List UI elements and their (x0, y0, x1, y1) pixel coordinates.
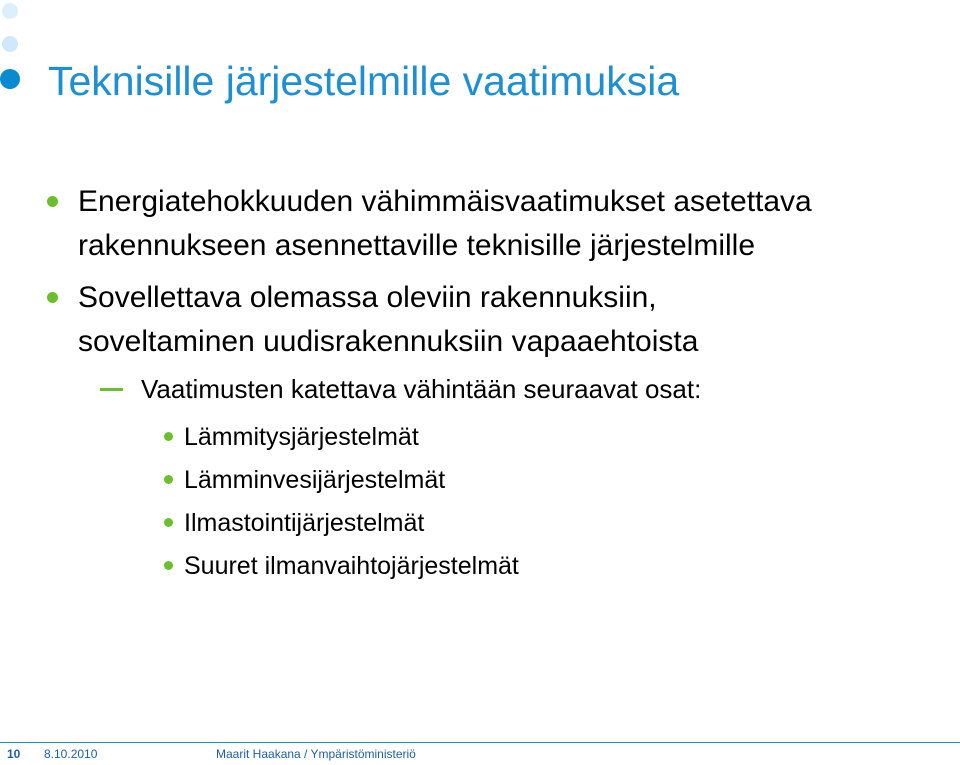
page-number: 10 (7, 747, 21, 761)
list-item (184, 463, 445, 497)
bullet-dot-icon (47, 292, 58, 303)
list-item (184, 420, 419, 454)
list-item-text: Lämminvesijärjestelmät (184, 466, 446, 494)
bullet-dot-icon (164, 432, 173, 441)
dash-icon (100, 388, 123, 391)
slide-footer (0, 742, 960, 765)
bullet-text-line: rakennukseen asennettaville teknisille järjestelmille (78, 229, 756, 262)
decorative-dot-light (2, 36, 18, 52)
list-item-text: Lämmitysjärjestelmät (184, 423, 419, 451)
bullet-dot-icon (164, 518, 173, 527)
list-item (184, 549, 519, 583)
list-item-text: Ilmastointijärjestelmät (184, 509, 425, 537)
bullet-dot-icon (164, 475, 173, 484)
sub-bullet-text: Vaatimusten katettava vähintään seuraavat osat: (141, 374, 702, 404)
decorative-dot-light (2, 3, 18, 19)
bullet-item (78, 180, 812, 268)
footer-author: Maarit Haakana / Ympäristöministeriö (216, 747, 416, 761)
footer-date: 8.10.2010 (44, 747, 98, 761)
list-item (184, 506, 424, 540)
bullet-dot-icon (164, 561, 173, 570)
bullet-text-line: Energiatehokkuuden vähimmäisvaatimukset asetettava (78, 185, 812, 218)
list-item-text: Suuret ilmanvaihtojärjestelmät (184, 552, 519, 580)
bullet-text-line: Sovellettava olemassa oleviin rakennuksiin, (78, 281, 657, 314)
decorative-dot-blue (0, 69, 20, 89)
bullet-dot-icon (47, 196, 58, 207)
sub-bullet-item (141, 371, 701, 407)
slide-title: Teknisille järjestelmille vaatimuksia (48, 58, 680, 104)
bullet-text-line: soveltaminen uudisrakennuksiin vapaaehtoista (78, 325, 699, 358)
bullet-item (78, 276, 698, 364)
